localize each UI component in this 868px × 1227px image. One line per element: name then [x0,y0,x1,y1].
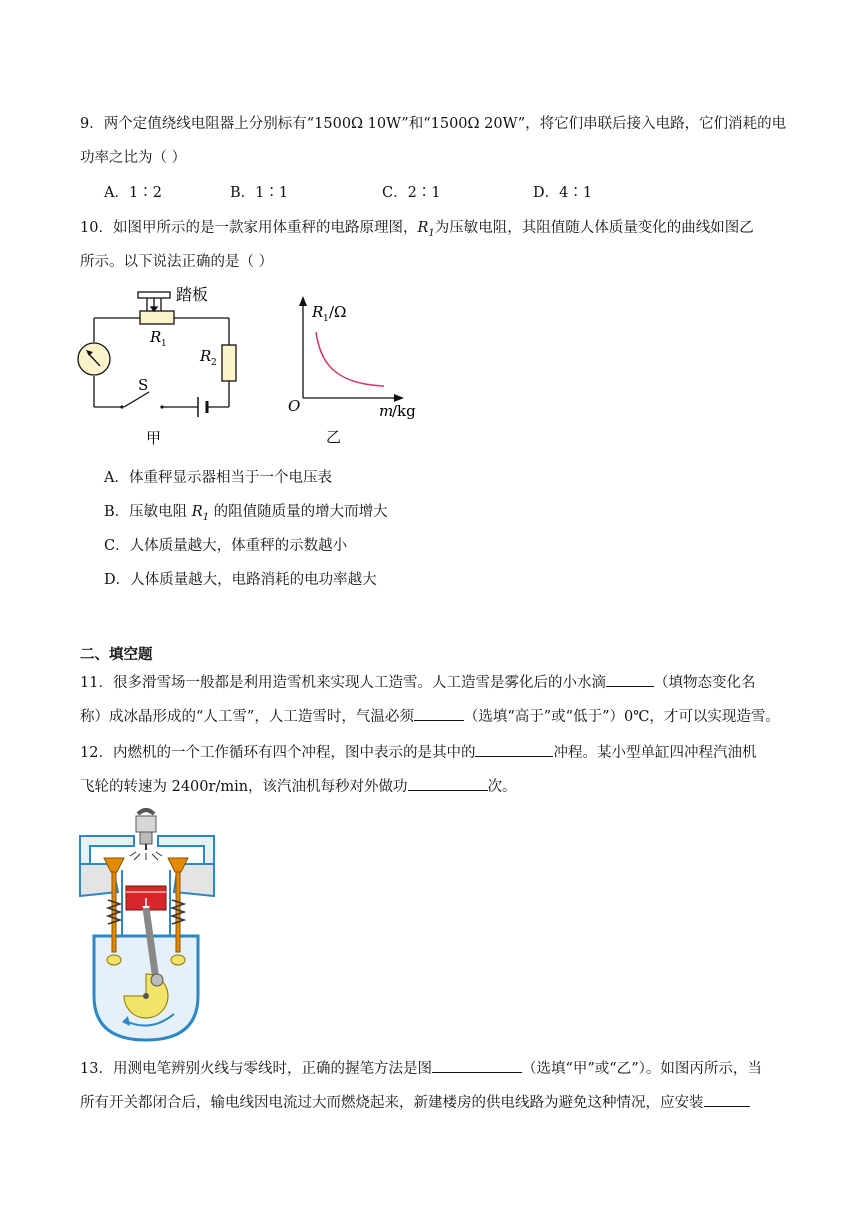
figure-jia-caption: 甲 [146,429,162,447]
q10-option-b [104,500,388,523]
q11-line2-post: （选填“高于”或“低于”）0℃，才可以实现造雪。 [463,709,780,725]
q10-option-a: A．体重秤显示器相当于一个电压表 [104,470,332,486]
q10-line1 [80,216,754,239]
q11-blank-1[interactable] [606,672,654,687]
q13-line2-pre: 所有开关都闭合后，输电线因电流过大而燃烧起来，新建楼房的供电线路为避免这种情况，应安装 [80,1095,704,1111]
exhaust-cam [171,955,185,965]
figure-yi-graph [284,290,424,452]
q10-option-d: D．人体质量越大，电路消耗的电功率越大 [104,572,377,588]
r2-label: R [200,347,212,365]
q10-option-c: C．人体质量越大，体重秤的示数越小 [104,538,348,554]
q12-line2 [80,775,517,796]
q9-option-c: C．2∶1 [382,185,441,201]
meter-icon [78,343,110,375]
q10-r1-symbol: R [417,220,429,236]
q9-option-a: A．1∶2 [104,185,162,201]
q13-line1-post: （选填“甲”或“乙”）。如图丙所示，当 [521,1061,762,1077]
q10-option-b-r: R [191,504,203,520]
intake-cam [107,955,121,965]
q13-line1-pre: 13．用测电笔辨别火线与零线时，正确的握笔方法是图 [80,1061,432,1077]
pedal-icon [138,292,170,311]
spark-lines [130,852,162,860]
resistance-curve [316,332,384,386]
engine-diagram [74,800,234,1048]
q12-line1-post: 冲程。某小型单缸四冲程汽油机 [553,745,757,761]
x-label: m [379,402,394,420]
r1-label-sub: 1 [161,339,167,349]
r2-label-sub: 2 [211,358,217,368]
origin-label: O [288,397,301,415]
q9-option-b: B．1∶1 [230,185,289,201]
switch-lever [124,392,149,407]
x-label-unit: /kg [392,402,416,420]
figure-jia-circuit [74,280,244,452]
spark-plug-icon [136,810,156,850]
pedal-label: 踏板 [176,285,209,304]
q9-line1: 9．两个定值绕线电阻器上分别标有“1500Ω 10W”和“1500Ω 20W”，将它们串联后接入电路，它们消耗的电 [80,116,787,132]
q11-line2 [80,705,780,726]
q13-blank-2[interactable] [704,1092,750,1107]
x-axis-arrow [394,394,404,402]
switch-contact-right [160,405,163,408]
section-heading: 二、填空题 [80,646,153,663]
q9-line2: 功率之比为（ ） [80,150,187,166]
q12-line1 [80,741,756,762]
q12-line2-pre: 飞轮的转速为 2400r/min，该汽油机每秒对外做功 [80,779,408,795]
q10-option-b-post: 的阻值随质量的增大而增大 [209,504,388,520]
q12-line1-pre: 12．内燃机的一个工作循环有四个冲程，图中表示的是其中的 [80,745,476,761]
q13-line2 [80,1091,750,1112]
r2-resistor [222,345,236,381]
q13-blank-1[interactable] [432,1058,522,1073]
q12-blank-1[interactable] [475,742,553,757]
q11-line1 [80,671,755,692]
q10-line1-text: 10．如图甲所示的是一款家用体重秤的电路原理图， [80,220,418,236]
q10-line1-text-post: 为压敏电阻，其阻值随人体质量变化的曲线如图乙 [434,220,754,236]
y-label-unit: /Ω [329,303,347,321]
y-axis-arrow [299,296,307,306]
switch-label: S [138,376,149,394]
q10-line2: 所示。以下说法正确的是（ ） [80,254,274,270]
switch-contact-left [120,405,123,408]
r1-resistor [140,311,174,324]
q11-line1-pre: 11．很多滑雪场一般都是利用造雪机来实现人工造雪。人工造雪是雾化后的小水滴 [80,675,606,691]
q11-blank-2[interactable] [414,706,464,721]
crank-center [143,993,149,999]
q13-line1 [80,1057,762,1078]
r1-label: R [150,328,162,346]
y-label: R [312,303,324,321]
q11-line1-post: （填物态变化名 [653,675,756,691]
q10-r1-subscript: 1 [428,227,435,239]
y-label-sub: 1 [323,314,329,324]
q9-option-d: D．4∶1 [533,185,593,201]
q10-option-b-sub: 1 [202,511,210,523]
q11-line2-pre: 称）成冰晶形成的“人工雪”，人工造雪时，气温必须 [80,709,414,725]
q12-line2-post: 次。 [487,779,517,795]
q12-blank-2[interactable] [408,776,488,791]
q10-option-b-pre: B．压敏电阻 [104,504,192,520]
crank-pin [151,974,163,986]
figure-yi-caption: 乙 [326,428,342,446]
